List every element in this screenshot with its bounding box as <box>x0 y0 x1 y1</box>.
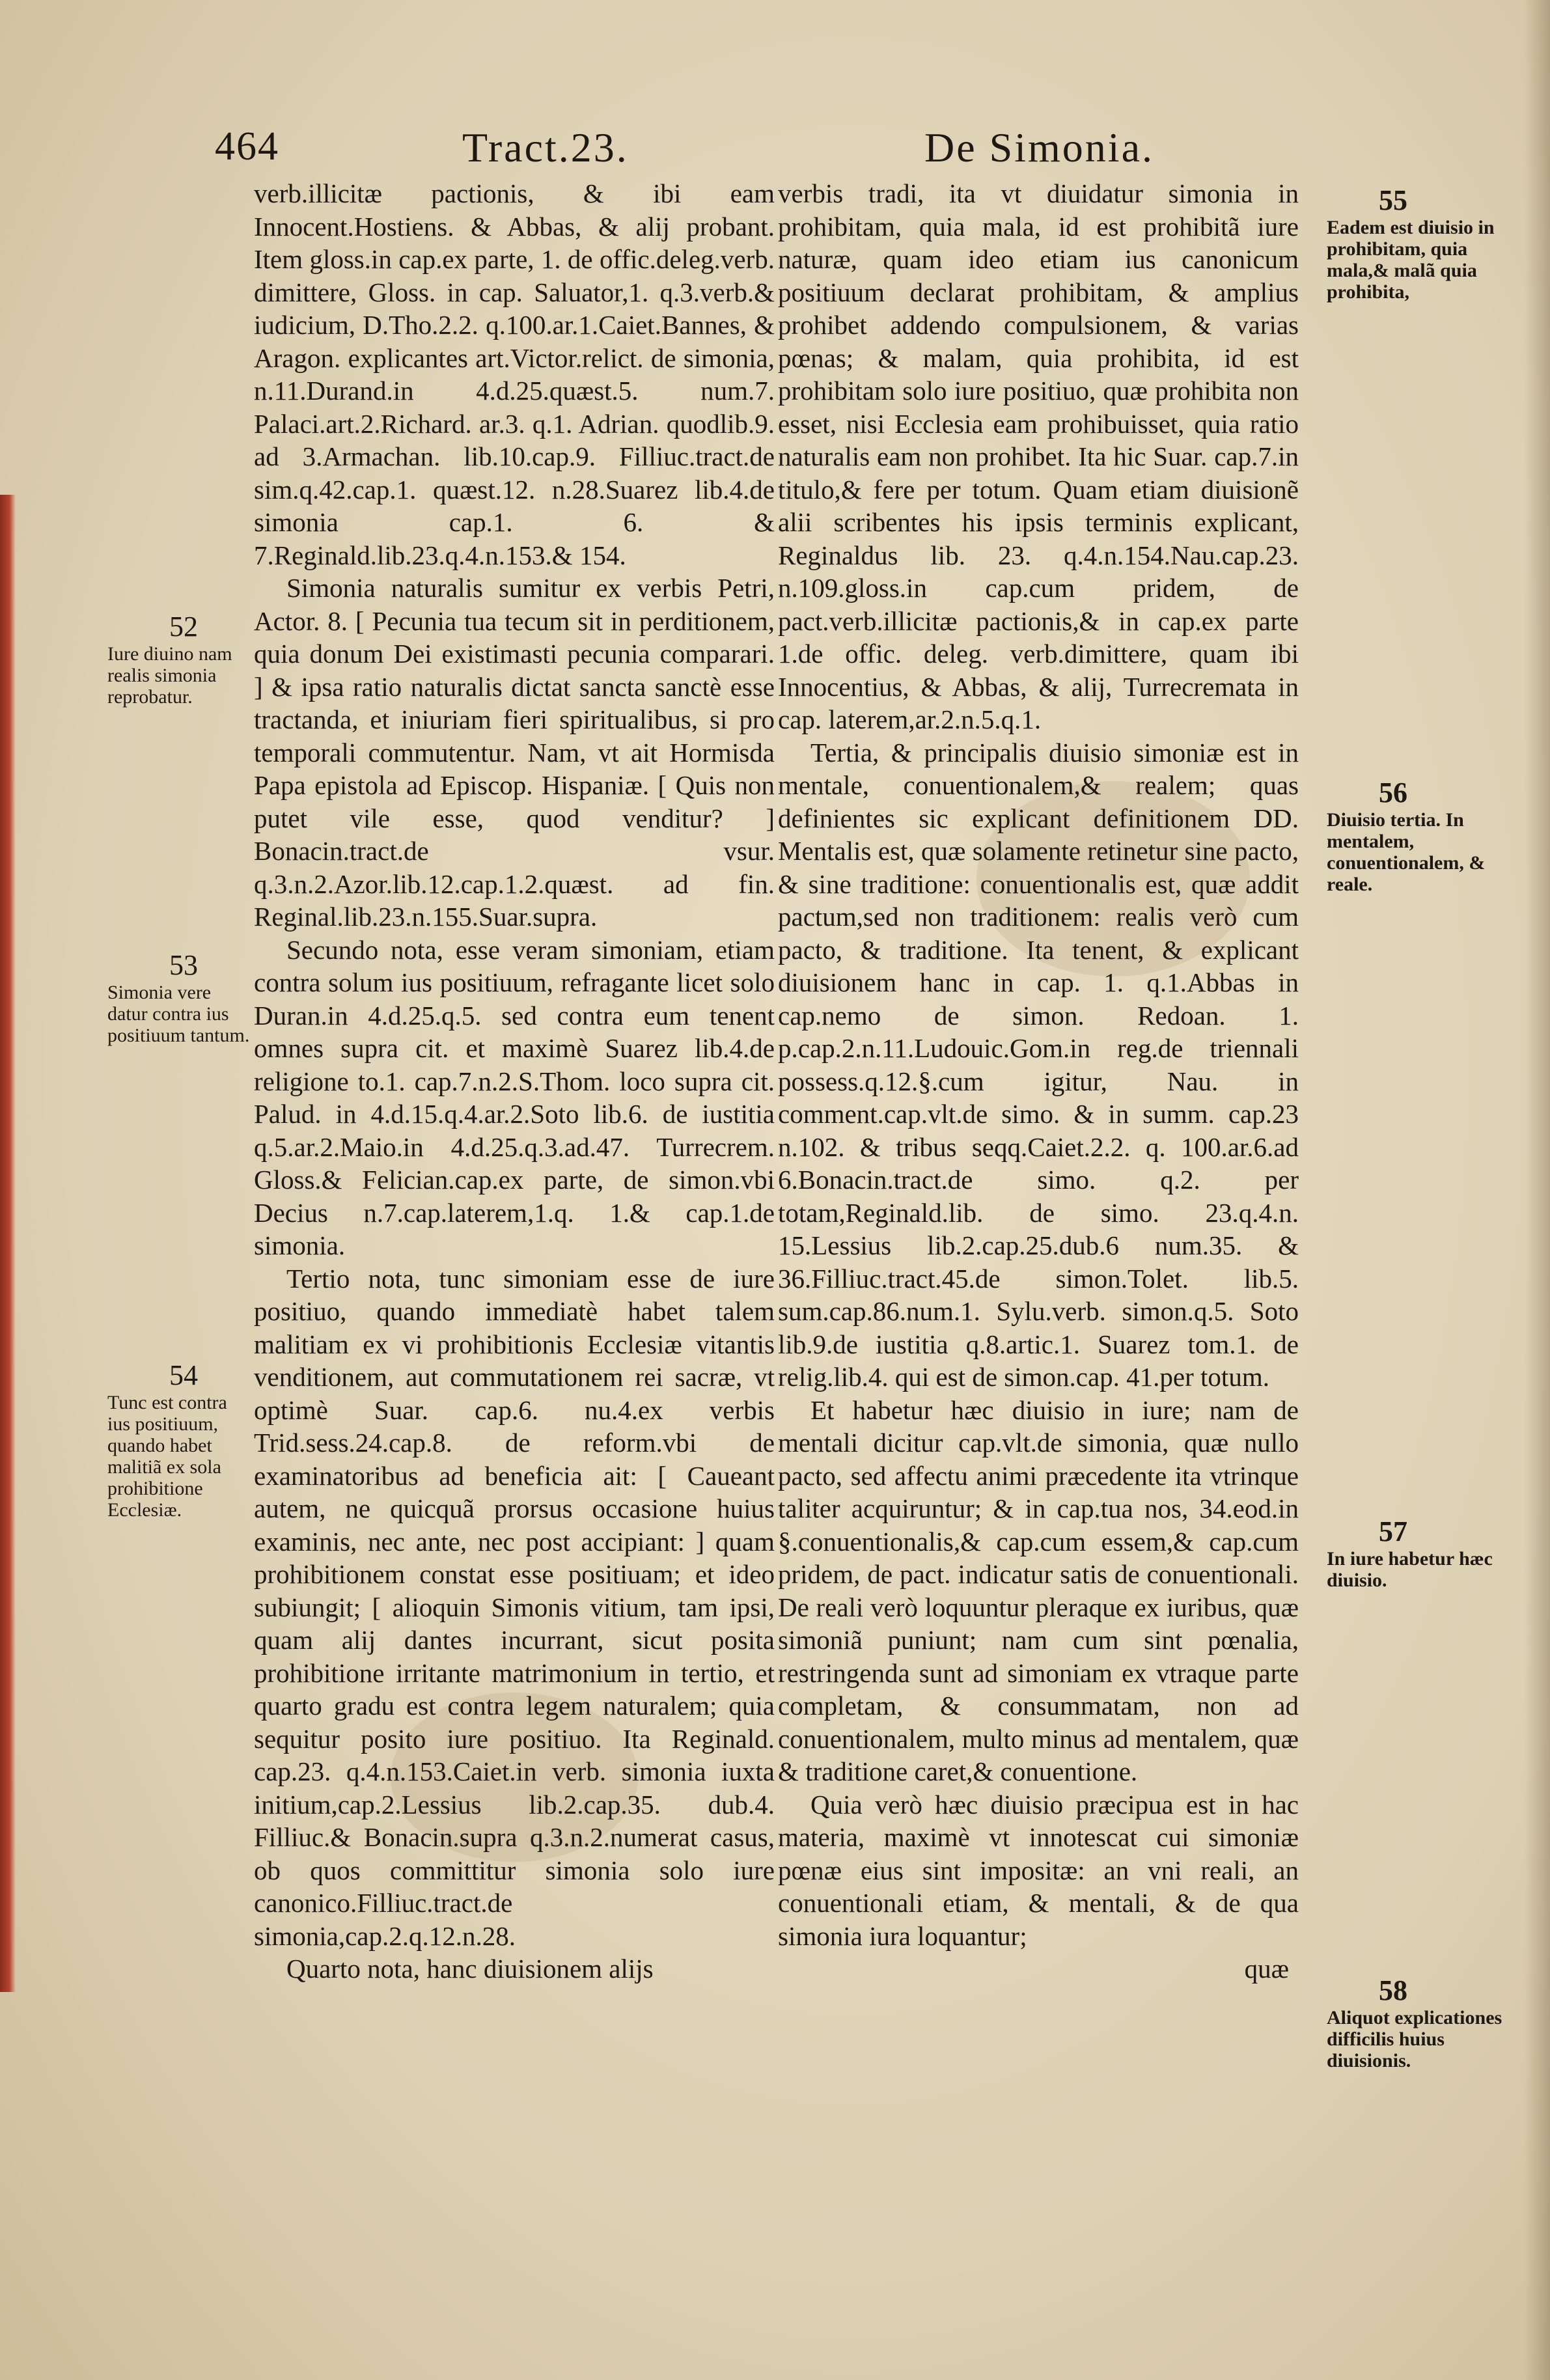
page-number: 464 <box>215 124 279 169</box>
margin-note-number: 56 <box>1379 777 1407 809</box>
margin-note-text: Eadem est diuisio in prohibitam, quia mala,& malã quia prohibita, <box>1327 217 1495 303</box>
running-head-right: De Simonia. <box>924 124 1154 171</box>
margin-note-56 <box>1327 778 1522 895</box>
paragraph: verbis tradi, ita vt diuidatur simonia in prohibitam, quia mala, id est prohibitã iure naturæ, quam ideo etiam ius canonicum positiuum declarat prohibitam, & amplius prohibet addendo compulsionem, & varias pœnas; & malam, quia prohibita, id est prohibitam solo iure positiuo, quæ prohibita non esset, nisi Ecclesia eam prohibuisset, quia ratio naturalis eam non prohibet. Ita hic Suar. cap.7.in titulo,& fere per totum. Quam etiam diuisionẽ alii scribentes his ipsis terminis explicant, Reginaldus lib. 23. q.4.n.154.Nau.cap.23. n.109.gloss.in cap.cum pridem, de pact.verb.illicitæ pactionis,& in cap.ex parte 1.de offic. deleg. verb.dimittere, quam ibi Innocentius, & Abbas, & alij, Turrecremata in cap. laterem,ar.2.n.5.q.1. <box>778 178 1299 734</box>
paragraph: Et habetur hæc diuisio in iure; nam de mentali dicitur cap.vlt.de simonia, quæ nullo pacto, sed affectu animi præcedente ita vtrinque taliter acquiruntur; & in cap.tua nos, 34.eod.in §.conuentionalis,& cap.cum essem,& cap.cum pridem, de pact. indicatur satis de conuentionali. De reali verò loquuntur pleraque ex iuribus, quæ simoniã puniunt; nam cum sint pœnalia, restringenda sunt ad simoniam ex vtraque parte completam, & consummatam, non ad conuentionalem, multo minus ad mentalem, quæ & traditione caret,& conuentione. <box>778 1394 1299 1786</box>
margin-note-text: In iure habetur hæc diuisio. <box>1327 1548 1493 1591</box>
margin-note-53 <box>107 950 251 1046</box>
margin-note-57 <box>1327 1517 1522 1591</box>
paragraph: Quia verò hæc diuisio præcipua est in hac materia, maximè vt innotescat cui simoniæ pœnæ eius sint impositæ: an vni reali, an conuentionali etiam, & mentali, & de qua simonia iura loquantur; <box>778 1789 1299 1951</box>
margin-note-number: 55 <box>1379 184 1407 216</box>
margin-note-52 <box>107 612 251 708</box>
book-edge-red <box>0 495 16 1992</box>
paragraph: Tertio nota, tunc simoniam esse de iure positiuo, quando immediatè habet talem malitiam ex vi prohibitionis Ecclesiæ vitantis venditionem, aut commutationem rei sacræ, vt optimè Suar. cap.6. nu.4.ex verbis Trid.sess.24.cap.8. de reform.vbi de examinatoribus ad beneficia ait: [ Caueant autem, ne quicquã prorsus occasione huius examinis, nec ante, nec post accipiant: ] quam prohibitionem constat esse positiuam; et ideo subiungit; [ alioquin Simonis vitium, tam ipsi, quam alij dantes incurrant, sicut posita prohibitione irritante matrimonium in tertio, et quarto gradu est contra legem naturalem; quia sequitur posito iure positiuo. Ita Reginald. cap.23. q.4.n.153.Caiet.in verb. simonia iuxta initium,cap.2.Lessius lib.2.cap.35. dub.4. Filliuc.& Bonacin.supra q.3.n.2.numerat casus, ob quos committitur simonia solo iure canonico.Filliuc.tract.de simonia,cap.2.q.12.n.28. <box>254 1263 775 1951</box>
right-text-column <box>778 177 1299 1986</box>
margin-note-text: Simonia vere datur contra ius positiuum tantum. <box>107 982 250 1046</box>
page-gutter-shadow <box>1524 0 1550 2380</box>
margin-note-number: 53 <box>169 949 198 981</box>
paragraph: verb.illicitæ pactionis, & ibi eam Innocent.Hostiens. & Abbas, & alij probant. Item gloss.in cap.ex parte, 1. de offic.deleg.verb. dimittere, Gloss. in cap. Saluator,1. q.3.verb.& iudicium, D.Tho.2.2. q.100.ar.1.Caiet.Bannes, & Aragon. explicantes art.Victor.relict. de simonia, n.11.Durand.in 4.d.25.quæst.5. num.7. Palaci.art.2.Richard. ar.3. q.1. Adrian. quodlib.9. ad 3.Armachan. lib.10.cap.9. Filliuc.tract.de sim.q.42.cap.1. quæst.12. n.28.Suarez lib.4.de simonia cap.1. 6. & 7.Reginald.lib.23.q.4.n.153.& 154. <box>254 178 775 570</box>
margin-note-55 <box>1327 186 1522 303</box>
left-text-column <box>254 177 775 1986</box>
margin-note-text: Tunc est contra ius positiuum, quando habet malitiã ex sola prohibitione Ecclesiæ. <box>107 1392 227 1521</box>
margin-note-number: 54 <box>169 1359 198 1391</box>
margin-note-58 <box>1327 1976 1522 2071</box>
margin-note-text: Diuisio tertia. In mentalem, conuentionalem, & reale. <box>1327 809 1486 895</box>
margin-note-text: Iure diuino nam realis simonia reprobatur. <box>107 643 232 708</box>
margin-note-text: Aliquot explicationes difficilis huius diuisionis. <box>1327 2007 1502 2071</box>
margin-note-number: 57 <box>1379 1515 1407 1547</box>
page-header <box>215 124 1315 182</box>
margin-note-number: 58 <box>1379 1974 1407 2006</box>
catchword: quæ <box>1244 1954 1289 1984</box>
paragraph: Simonia naturalis sumitur ex verbis Petri, Actor. 8. [ Pecunia tua tecum sit in perditionem, quia donum Dei existimasti pecunia comparari. ] & ipsa ratio naturalis dictat sancta sanctè esse tractanda, et iniuriam fieri spiritualibus, si pro temporali commutentur. Nam, vt ait Hormisda Papa epistola ad Episcop. Hispaniæ. [ Quis non putet vile esse, quod venditur? ] Bonacin.tract.de vsur. q.3.n.2.Azor.lib.12.cap.1.2.quæst. ad fin. Reginal.lib.23.n.155.Suar.supra. <box>254 573 775 932</box>
running-head-left: Tract.23. <box>462 124 629 171</box>
paragraph: Tertia, & principalis diuisio simoniæ est in mentale, conuentionalem,& realem; quas definientes sic explicant definitionem DD. Mentalis est, quæ solamente retinetur sine pacto, & sine traditione: conuentionalis est, quæ addit pactum,sed non traditionem: realis verò cum pacto, & traditione. Ita tenent, & explicant diuisionem hanc in cap. 1. q.1.Abbas in cap.nemo de simon. Redoan. 1. p.cap.2.n.11.Ludouic.Gom.in reg.de triennali possess.q.12.§.cum igitur, Nau. in comment.cap.vlt.de simo. & in summ. cap.23 n.102. & tribus seqq.Caiet.2.2. q. 100.ar.6.ad 6.Bonacin.tract.de simo. q.2. per totam,Reginald.lib. de simo. 23.q.4.n. 15.Lessius lib.2.cap.25.dub.6 num.35. & 36.Filliuc.tract.45.de simon.Tolet. lib.5. sum.cap.86.num.1. Sylu.verb. simon.q.5. Soto lib.9.de iustitia q.8.artic.1. Suarez tom.1. de relig.lib.4. qui est de simon.cap. 41.per totum. <box>778 737 1299 1392</box>
paragraph: Quarto nota, hanc diuisionem alijs <box>286 1954 654 1984</box>
margin-note-54 <box>107 1361 251 1521</box>
paragraph: Secundo nota, esse veram simoniam, etiam contra solum ius positiuum, refragante licet solo Duran.in 4.d.25.q.5. sed contra eum tenent omnes supra cit. et maximè Suarez lib.4.de religione to.1. cap.7.n.2.S.Thom. loco supra cit. Palud. in 4.d.15.q.4.ar.2.Soto lib.6. de iustitia q.5.ar.2.Maio.in 4.d.25.q.3.ad.47. Turrecrem. Gloss.& Felician.cap.ex parte, de simon.vbi Decius n.7.cap.laterem,1.q. 1.& cap.1.de simonia. <box>254 934 775 1260</box>
margin-note-number: 52 <box>169 611 198 643</box>
